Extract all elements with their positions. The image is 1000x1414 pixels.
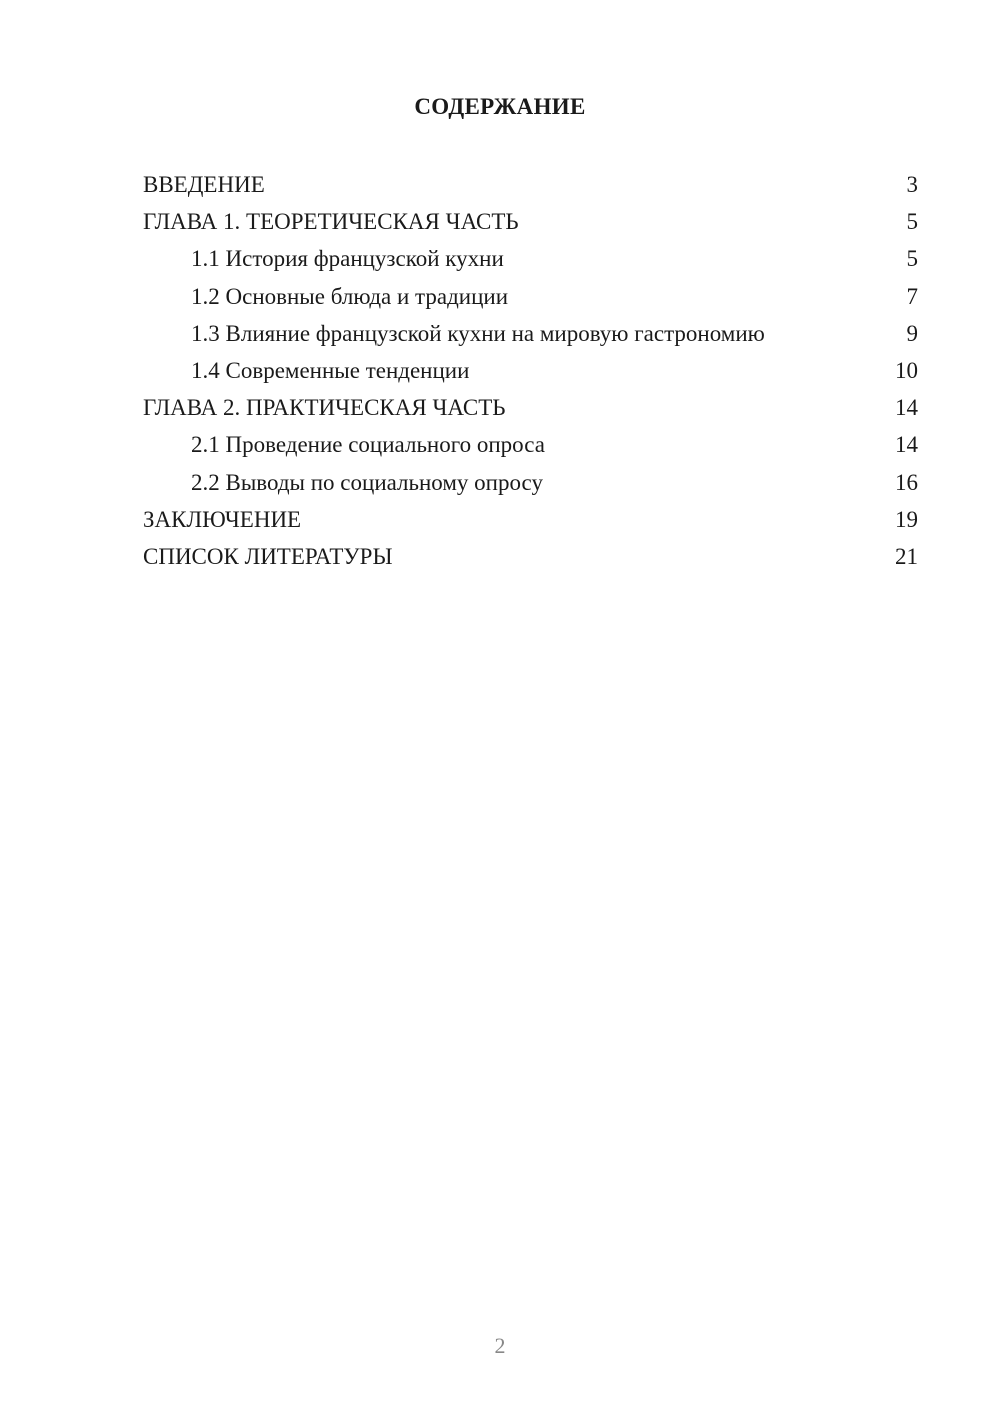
toc-entry-page: 7: [906, 283, 918, 309]
toc-entry-introduction[interactable]: [143, 166, 918, 203]
toc-entry-page: 9: [906, 320, 918, 346]
toc-entry-label: ЗАКЛЮЧЕНИЕ: [143, 506, 302, 532]
table-of-contents: [143, 166, 918, 575]
toc-entry-page: 16: [895, 469, 918, 495]
toc-entry-chapter-1[interactable]: [143, 203, 918, 240]
toc-entry-label: 1.3 Влияние французской кухни на мировую гастрономию: [191, 320, 765, 346]
toc-entry-page: 19: [895, 506, 918, 532]
toc-entry-label: 2.2 Выводы по социальному опросу: [191, 469, 543, 495]
toc-entry-section-1-2[interactable]: [143, 278, 918, 315]
toc-entry-chapter-2[interactable]: [143, 389, 918, 426]
toc-entry-label: 2.1 Проведение социального опроса: [191, 432, 545, 458]
toc-entry-page: 5: [906, 209, 918, 235]
toc-entry-page: 14: [895, 395, 918, 421]
page-title: СОДЕРЖАНИЕ: [414, 94, 586, 119]
toc-entry-label: 1.4 Современные тенденции: [191, 357, 470, 383]
toc-entry-section-1-4[interactable]: [143, 352, 918, 389]
toc-entry-conclusion[interactable]: [143, 501, 918, 538]
toc-entry-page: 3: [906, 172, 918, 197]
toc-entry-page: 14: [895, 432, 918, 458]
toc-entry-section-1-3[interactable]: [143, 315, 918, 352]
toc-entry-label: ГЛАВА 1. ТЕОРЕТИЧЕСКАЯ ЧАСТЬ: [143, 209, 519, 235]
toc-entry-label: 1.2 Основные блюда и традиции: [191, 283, 509, 309]
toc-entry-label: ВВЕДЕНИЕ: [143, 172, 265, 197]
toc-entry-page: 21: [895, 543, 918, 569]
page-number: 2: [494, 1333, 506, 1358]
toc-entry-label: СПИСОК ЛИТЕРАТУРЫ: [143, 543, 393, 569]
toc-entry-references[interactable]: [143, 538, 918, 575]
toc-entry-section-1-1[interactable]: [143, 240, 918, 277]
toc-entry-label: ГЛАВА 2. ПРАКТИЧЕСКАЯ ЧАСТЬ: [143, 395, 506, 421]
toc-entry-label: 1.1 История французской кухни: [191, 246, 504, 272]
toc-entry-page: 10: [895, 357, 918, 383]
toc-entry-section-2-1[interactable]: [143, 426, 918, 463]
toc-entry-page: 5: [906, 246, 918, 272]
toc-entry-section-2-2[interactable]: [143, 464, 918, 501]
